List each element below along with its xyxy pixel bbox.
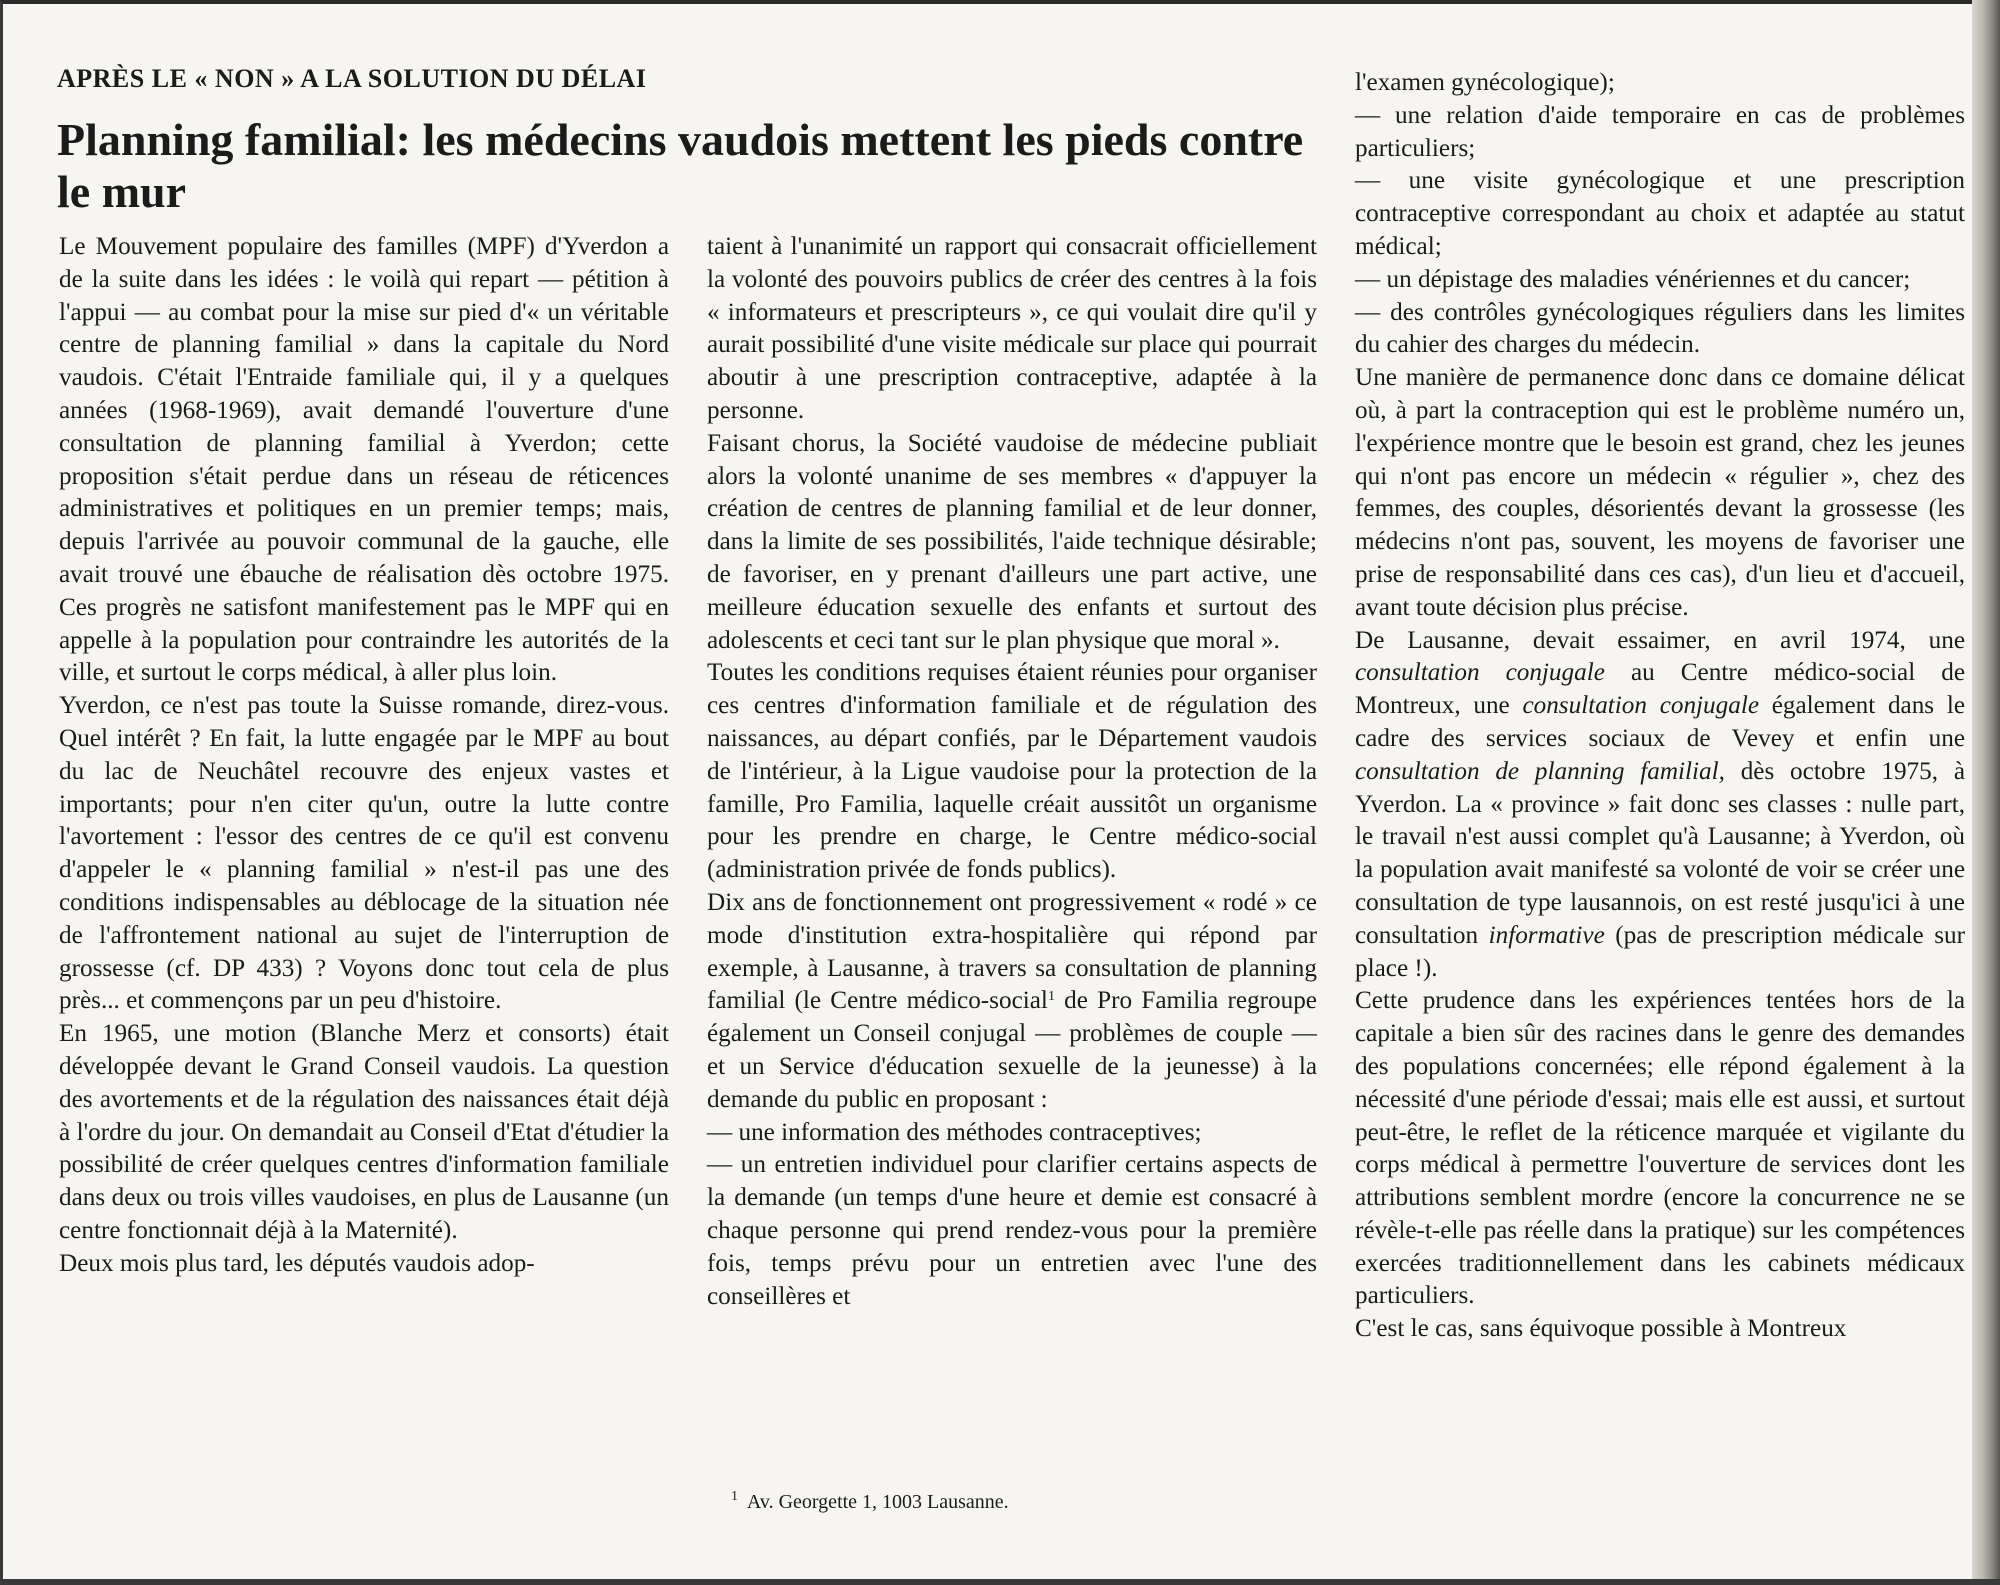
list-item: — une information des méthodes contraceptives; (707, 1118, 1202, 1146)
footnote (731, 1490, 1291, 1514)
footnote-text: Av. Georgette 1, 1003 Lausanne. (746, 1491, 1009, 1513)
paragraph-text: (pas de prescription médicale sur place !). (1355, 921, 1965, 982)
italic-text: consultation conjugale (1355, 659, 1605, 687)
paragraph-text: également dans le cadre des services sociaux de Vevey et enfin une (1355, 692, 1966, 752)
paragraph-text: Dix ans de fonctionnement ont progressivement « rodé » ce mode d'institution extra-hospitalière qui répond par exemple, à Lausanne, à travers sa consultation de planning familial (le Centre médico-social (707, 888, 1317, 1015)
paragraph: Toutes les conditions requises étaient réunies pour organiser ces centres d'information familiale et de régulation des naissances, au départ confiés, par le Département vaudois de l'intérieur, à la Ligue vaudoise pour la protection de la famille, Pro Familia, laquelle créait aussitôt un organisme pour les prendre en charge, le Centre médico-social (administration privée de fonds publics). (707, 659, 1317, 884)
paragraph-text: au Centre médico-social de Montreux, une (1355, 659, 1966, 720)
italic-text: informative (1488, 921, 1605, 949)
paragraph (1355, 625, 1965, 986)
paragraph: Yverdon, ce n'est pas toute la Suisse romande, direz-vous. Quel intérêt ? En fait, la lutte engagée par le MPF au bout du lac de Neuchâtel recouvre des enjeux vastes et importants; pour n'en citer qu'un, outre la lutte contre l'avortement : l'essor des centres de ce qu'il est convenu d'appeler le « planning familial » n'est-il pas une des conditions indispensables au déblocage de la situation née de l'affrontement national au sujet de l'interruption de grossesse (cf. DP 433) ? Voyons donc tout cela de plus près... et commençons par un peu d'histoire. (59, 692, 669, 1015)
paragraph: taient à l'unanimité un rapport qui consacrait officiellement la volonté des pouvoirs publics de créer des centres à la fois « informateurs et prescripteurs », ce qui voulait dire qu'il y aurait possibilité d'une visite médicale sur place qui pourrait aboutir à une prescription contraceptive, adaptée à la personne. (707, 233, 1317, 424)
page-edge-shadow (1972, 0, 2000, 1585)
paragraph: Le Mouvement populaire des familles (MPF) d'Yverdon a de la suite dans les idées : le voilà qui repart — pétition à l'appui — au combat pour la mise sur pied d'« un véritable centre de planning familial » dans la capitale du Nord vaudois. C'était l'Entraide familiale qui, il y a quelques années (1968-1969), avait demandé l'ouverture d'une consultation de planning familial à Yverdon; cette proposition s'était perdue dans un réseau de réticences administratives et politiques en un premier temps; mais, depuis l'arrivée au pouvoir communal de la gauche, elle avait trouvé une ébauche de réalisation dès octobre 1975. Ces progrès ne satisfont manifestement pas le MPF qui en appelle à la population pour contraindre les autorités de la ville, et surtout le corps médical, à aller plus loin. (59, 233, 669, 687)
footnote-marker: 1 (731, 1489, 738, 1504)
paragraph: C'est le cas, sans équivoque possible à Montreux (1355, 1315, 1847, 1343)
list-item: — un entretien individuel pour clarifier certains aspects de la demande (un temps d'une heure et demie est consacré à chaque personne qui prend rendez-vous pour la première fois, temps prévu pour un entretien avec l'une des conseillères et (707, 1151, 1317, 1310)
article-kicker: APRÈS LE « NON » A LA SOLUTION DU DÉLAI (57, 64, 647, 93)
paragraph-text: dès octobre 1975, à Yverdon. La « province » fait donc ses classes : nulle part, le travail n'est aussi complet qu'à Lausanne; à Yverdon, où la population avait manifesté sa volonté de voir se créer une consultation de type lausannois, on est resté jusqu'ici à une consultation (1355, 757, 1966, 949)
paragraph: En 1965, une motion (Blanche Merz et consorts) était développée devant le Grand Conseil vaudois. La question des avortements et de la régulation des naissances était déjà à l'ordre du jour. On demandait au Conseil d'Etat d'étudier la possibilité de créer quelques centres d'information familiale dans deux ou trois villes vaudoises, en plus de Lausanne (un centre fonctionnait déjà à la Maternité). (59, 1020, 669, 1244)
article-column-2 (707, 231, 1317, 1313)
paragraph-text: De Lausanne, devait essaimer, en avril 1974, une (1355, 626, 1965, 654)
list-item: l'examen gynécologique); (1355, 69, 1615, 96)
paragraph: Une manière de permanence donc dans ce domaine délicat où, à part la contraception qui est le problème numéro un, l'expérience montre que le besoin est grand, chez les jeunes qui n'ont pas encore un médecin « régulier », chez des femmes, des couples, désorientés devant la grossesse (les médecins n'ont pas, souvent, les moyens de favoriser une prise de responsabilité dans ces cas), d'un lieu et d'accueil, avant toute décision plus précise. (1355, 364, 1965, 621)
article-headline: Planning familial: les médecins vaudois mettent les pieds contre le mur (57, 114, 1304, 217)
list-item: — des contrôles gynécologiques réguliers dans les limites du cahier des charges du médecin. (1355, 298, 1965, 359)
paragraph: Cette prudence dans les expériences tentées hors de la capitale a bien sûr des racines dans le genre des demandes des populations concernées; elle répond également à la nécessité d'une période d'essai; mais elle est aussi, et surtout peut-être, le reflet de la réticence marquée et vigilante du corps médical à permettre l'ouverture de services dont les attributions semblent mordre (encore la concurrence ne se révèle-t-elle pas réelle dans la pratique) sur les compétences exercées traditionnellement dans les cabinets médicaux particuliers. (1355, 987, 1965, 1310)
list-item: — une visite gynécologique et une prescription contraceptive correspondant au choix et adaptée au statut médical; (1355, 167, 1965, 260)
paragraph-text: de Pro Familia regroupe également un Conseil conjugal — problèmes de couple — et un Service d'éducation sexuelle de la jeunesse) à la demande du public en proposant : (707, 987, 1317, 1113)
italic-text: consultation conjugale (1522, 692, 1760, 720)
list-item: — un dépistage des maladies vénériennes et du cancer; (1355, 265, 1911, 293)
list-item: — une relation d'aide temporaire en cas de problèmes particuliers; (1355, 101, 1965, 162)
italic-text: consultation de planning familial, (1355, 757, 1725, 785)
article-column-1 (59, 231, 669, 1281)
paragraph (707, 887, 1317, 1117)
paragraph: Faisant chorus, la Société vaudoise de médecine publiait alors la volonté unanime de ses membres « d'appuyer la création de centres de planning familial et de leur donner, dans la limite de ses possibilités, l'aide technique désirable; de favoriser, en y prenant d'ailleurs une part active, une meilleure éducation sexuelle des enfants et surtout des adolescents et ceci tant sur le plan physique que moral ». (707, 429, 1317, 654)
page-bottom-border (0, 1579, 2000, 1585)
footnote-reference: 1 (1047, 989, 1055, 1005)
article-column-3 (1355, 67, 1965, 1346)
paragraph: Deux mois plus tard, les députés vaudois adop- (59, 1249, 535, 1277)
